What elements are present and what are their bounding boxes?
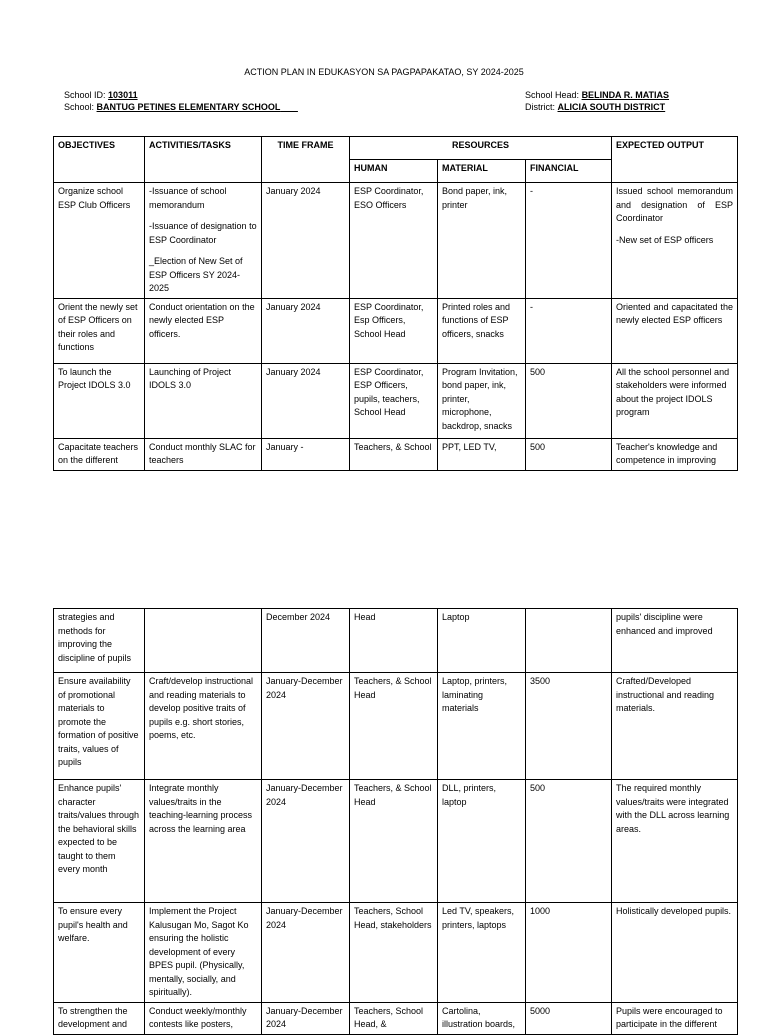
school-id-label: School ID: <box>64 90 106 100</box>
material-resource-cell: DLL, printers, laptop <box>438 780 526 903</box>
activities-cell-line: -Issuance of school memorandum <box>149 186 227 210</box>
financial-resource-cell: 500 <box>526 438 612 470</box>
activities-cell <box>145 609 262 673</box>
school-name-value: BANTUG PETINES ELEMENTARY SCHOOL <box>96 102 281 112</box>
time-frame-cell: January 2024 <box>262 183 350 299</box>
financial-resource-cell: 3500 <box>526 673 612 780</box>
action-plan-table-page2 <box>53 608 738 1035</box>
time-frame-cell: January-December 2024 <box>262 903 350 1003</box>
table-row <box>54 673 738 780</box>
activities-cell-line: Conduct monthly SLAC for teachers <box>149 441 256 465</box>
header-human: HUMAN <box>350 160 438 183</box>
table-row <box>54 298 738 363</box>
activities-cell <box>145 183 262 299</box>
expected-output-cell <box>612 363 738 438</box>
table-row <box>54 438 738 470</box>
expected-output-cell-line: pupils' discipline were enhanced and improved <box>616 612 713 636</box>
human-resource-cell: Teachers, School Head, stakeholders <box>350 903 438 1003</box>
material-resource-cell: Program Invitation, bond paper, ink, printer, microphone, backdrop, snacks <box>438 363 526 438</box>
table-row <box>54 609 738 673</box>
action-plan-table-page1 <box>53 136 738 471</box>
expected-output-cell <box>612 438 738 470</box>
expected-output-cell <box>612 673 738 780</box>
time-frame-cell: January 2024 <box>262 363 350 438</box>
school-id-value: 103011 <box>108 90 138 100</box>
human-resource-cell: Head <box>350 609 438 673</box>
header-expected-output: EXPECTED OUTPUT <box>612 137 738 183</box>
financial-resource-cell: 500 <box>526 780 612 903</box>
activities-cell-line: Implement the Project Kalusugan Mo, Sagot Ko ensuring the holistic development of every BPES pupil. (Physically, mentally, socially, and spiritually). <box>149 906 249 997</box>
time-frame-cell: January - <box>262 438 350 470</box>
expected-output-cell-line: Issued school memorandum and designation of ESP Coordinator <box>616 186 733 223</box>
human-resource-cell: Teachers, & School <box>350 438 438 470</box>
school-head-line <box>525 89 669 101</box>
expected-output-cell <box>612 1002 738 1034</box>
activities-cell-line: _Election of New Set of ESP Officers SY 2024-2025 <box>149 256 243 293</box>
objective-cell: Capacitate teachers on the different <box>54 438 145 470</box>
activities-cell-line: -Issuance of designation to ESP Coordinator <box>149 221 257 245</box>
human-resource-cell: ESP Coordinator, ESP Officers, pupils, teachers, School Head <box>350 363 438 438</box>
time-frame-cell: January 2024 <box>262 298 350 363</box>
objective-cell: Orient the newly set of ESP Officers on their roles and functions <box>54 298 145 363</box>
expected-output-cell <box>612 780 738 903</box>
expected-output-cell-line: The required monthly values/traits were integrated with the DLL across learning areas. <box>616 783 730 834</box>
material-resource-cell: Cartolina, illustration boards, <box>438 1002 526 1034</box>
material-resource-cell: PPT, LED TV, <box>438 438 526 470</box>
document-title: ACTION PLAN IN EDUKASYON SA PAGPAPAKATAO, SY 2024-2025 <box>244 67 524 77</box>
school-id-line <box>64 89 138 101</box>
table-row <box>54 363 738 438</box>
time-frame-cell: December 2024 <box>262 609 350 673</box>
table-row <box>54 780 738 903</box>
human-resource-cell: Teachers, & School Head <box>350 673 438 780</box>
header-activities: ACTIVITIES/TASKS <box>145 137 262 183</box>
district-value: ALICIA SOUTH DISTRICT <box>557 102 666 112</box>
activities-cell <box>145 363 262 438</box>
header-financial: FINANCIAL <box>526 160 612 183</box>
expected-output-cell-line: Teacher's knowledge and competence in improving <box>616 441 718 465</box>
material-resource-cell: Laptop <box>438 609 526 673</box>
table-row <box>54 1002 738 1034</box>
financial-resource-cell: 1000 <box>526 903 612 1003</box>
objective-cell: To launch the Project IDOLS 3.0 <box>54 363 145 438</box>
expected-output-cell-line: All the school personnel and stakeholders were informed about the project IDOLS program <box>616 366 730 417</box>
human-resource-cell: Teachers, & School Head <box>350 780 438 903</box>
activities-cell-line: Integrate monthly values/traits in the teaching-learning process across the learning area <box>149 783 253 834</box>
school-head-value: BELINDA R. MATIAS <box>581 90 670 100</box>
objective-cell: Organize school ESP Club Officers <box>54 183 145 299</box>
objective-cell: Enhance pupils' character traits/values through the behavioral skills expected to be taught to them every month <box>54 780 145 903</box>
human-resource-cell: ESP Coordinator, Esp Officers, School Head <box>350 298 438 363</box>
financial-resource-cell: 500 <box>526 363 612 438</box>
activities-cell <box>145 673 262 780</box>
objective-cell: To strengthen the development and <box>54 1002 145 1034</box>
financial-resource-cell: - <box>526 298 612 363</box>
expected-output-cell-line: Holistically developed pupils. <box>616 906 732 916</box>
material-resource-cell: Led TV, speakers, printers, laptops <box>438 903 526 1003</box>
school-head-label: School Head: <box>525 90 580 100</box>
material-resource-cell: Printed roles and functions of ESP officers, snacks <box>438 298 526 363</box>
activities-cell-line: Launching of Project IDOLS 3.0 <box>149 366 232 390</box>
header-material: MATERIAL <box>438 160 526 183</box>
school-line <box>64 101 298 113</box>
activities-cell <box>145 438 262 470</box>
activities-cell-line: Craft/develop instructional and reading materials to develop positive traits of pupils e.g. short stories, poems, etc. <box>149 676 254 740</box>
table-row <box>54 903 738 1003</box>
human-resource-cell: Teachers, School Head, & <box>350 1002 438 1034</box>
header-time-frame: TIME FRAME <box>262 137 350 183</box>
activities-cell-line: Conduct orientation on the newly elected ESP officers. <box>149 301 255 339</box>
table-row <box>54 183 738 299</box>
school-label: School: <box>64 102 95 112</box>
expected-output-cell-line: Crafted/Developed instructional and reading materials. <box>616 676 715 713</box>
expected-output-cell-line: Oriented and capacitated the newly elected ESP officers <box>616 301 733 325</box>
human-resource-cell: ESP Coordinator, ESO Officers <box>350 183 438 299</box>
expected-output-cell-line: Pupils were encouraged to participate in the different <box>616 1005 723 1029</box>
expected-output-cell <box>612 183 738 299</box>
activities-cell <box>145 1002 262 1034</box>
header-resources: RESOURCES <box>350 137 612 160</box>
objective-cell: Ensure availability of promotional materials to promote the formation of positive traits, values of pupils <box>54 673 145 780</box>
expected-output-cell <box>612 609 738 673</box>
financial-resource-cell: 5000 <box>526 1002 612 1034</box>
time-frame-cell: January-December 2024 <box>262 673 350 780</box>
activities-cell <box>145 298 262 363</box>
time-frame-cell: January-December 2024 <box>262 780 350 903</box>
material-resource-cell: Laptop, printers, laminating materials <box>438 673 526 780</box>
district-line <box>525 101 665 113</box>
activities-cell-line: Conduct weekly/monthly contests like posters, <box>149 1005 247 1029</box>
material-resource-cell: Bond paper, ink, printer <box>438 183 526 299</box>
activities-cell <box>145 780 262 903</box>
objective-cell: To ensure every pupil's health and welfare. <box>54 903 145 1003</box>
district-label: District: <box>525 102 555 112</box>
financial-resource-cell <box>526 609 612 673</box>
financial-resource-cell: - <box>526 183 612 299</box>
expected-output-cell <box>612 903 738 1003</box>
time-frame-cell: January-December 2024 <box>262 1002 350 1034</box>
activities-cell <box>145 903 262 1003</box>
expected-output-cell-line: -New set of ESP officers <box>616 234 714 245</box>
objective-cell: strategies and methods for improving the discipline of pupils <box>54 609 145 673</box>
header-objectives: OBJECTIVES <box>54 137 145 183</box>
expected-output-cell <box>612 298 738 363</box>
